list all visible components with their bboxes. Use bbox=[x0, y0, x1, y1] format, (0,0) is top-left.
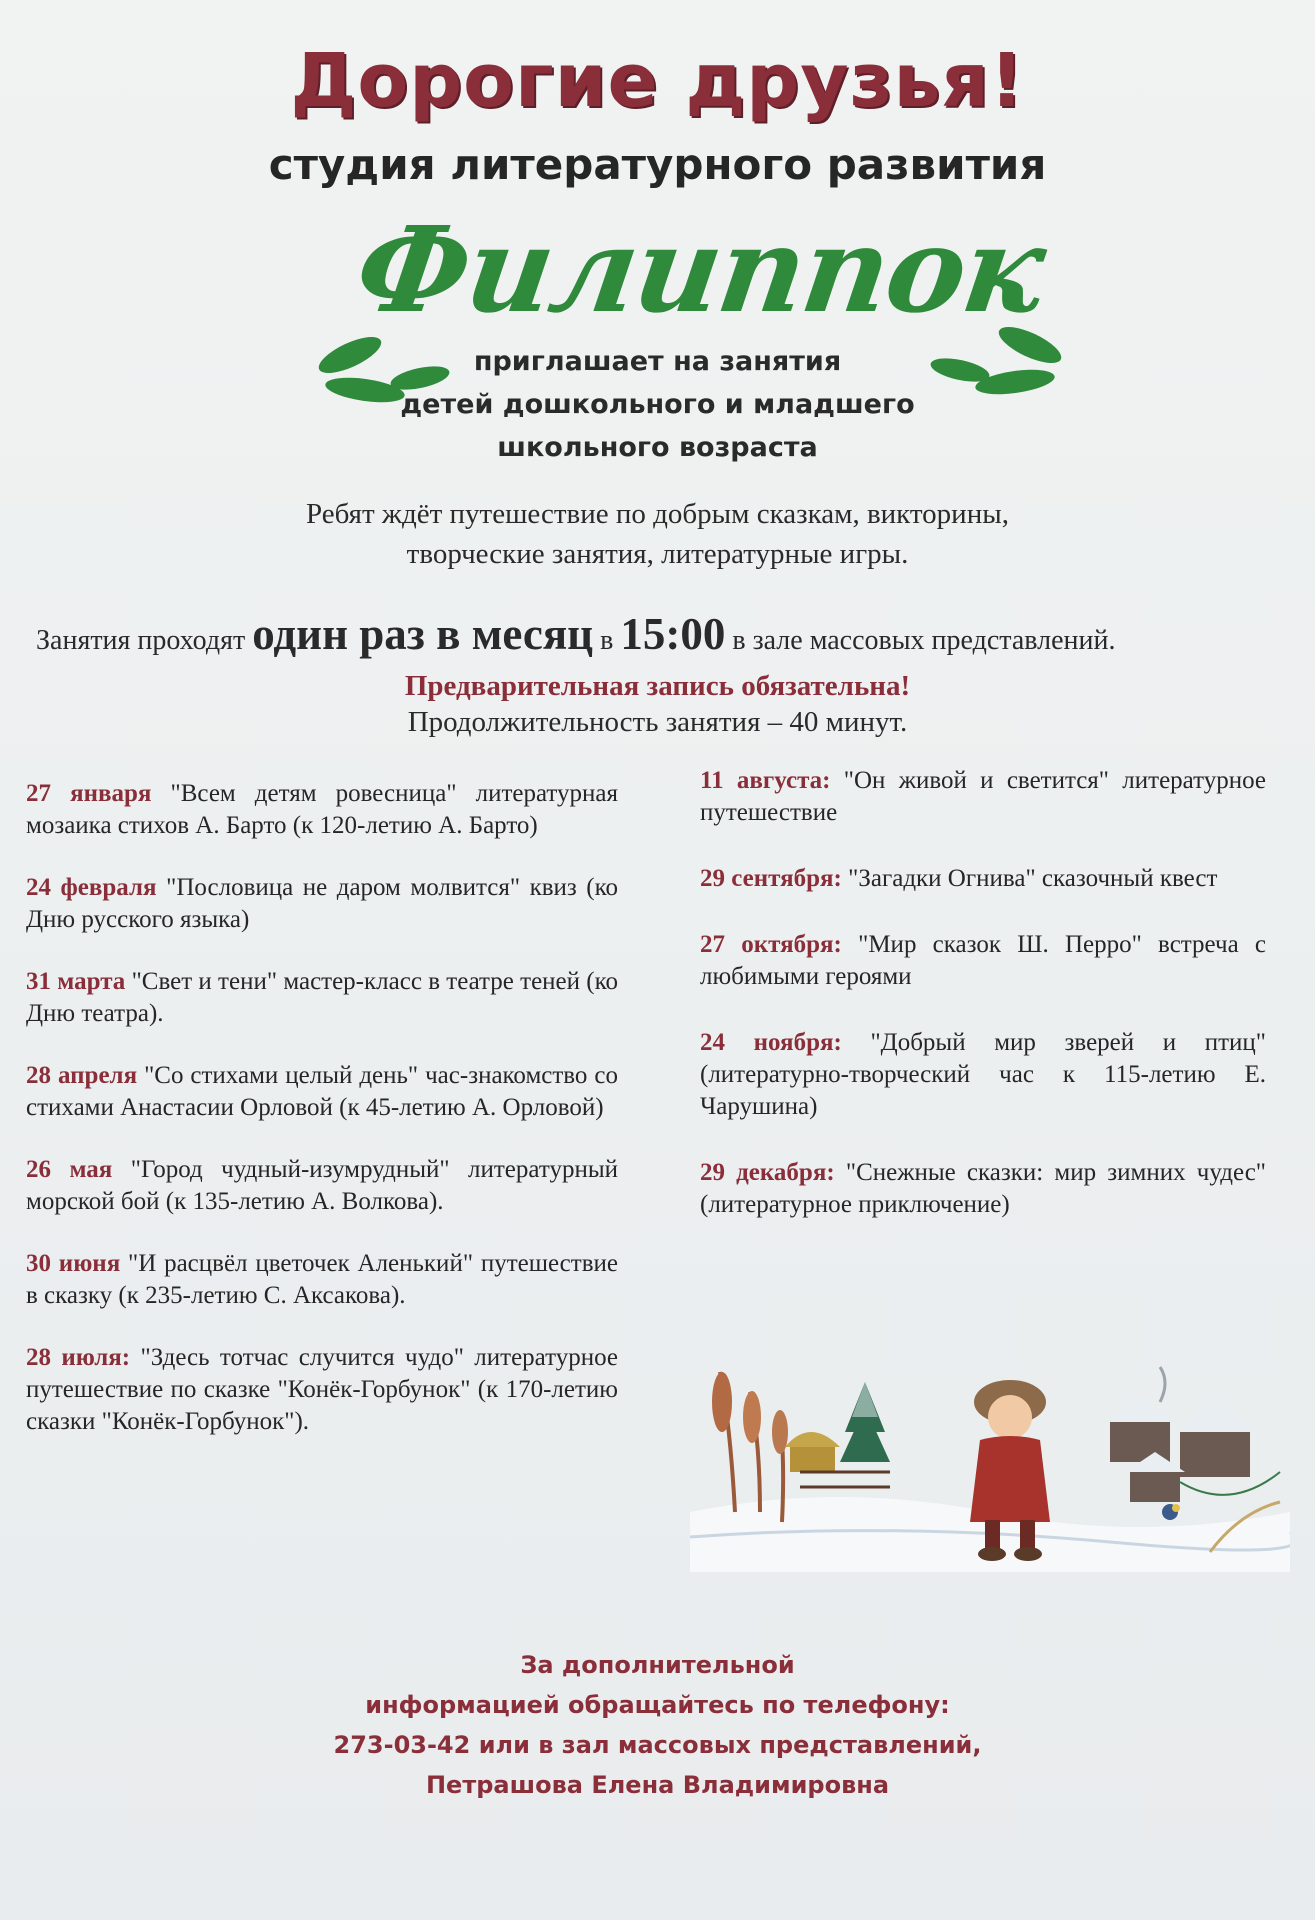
event-text: "Свет и тени" мастер-класс в театре теней (ко Дню театра). bbox=[26, 968, 618, 1027]
intro-line: Ребят ждёт путешествие по добрым сказкам, викторины, bbox=[306, 498, 1009, 530]
event-date: 29 декабря: bbox=[700, 1159, 835, 1186]
winter-village-illustration bbox=[690, 1362, 1290, 1572]
contact-line: информацией обращайтесь по телефону: bbox=[365, 1691, 950, 1719]
event-text: "Загадки Огнива" сказочный квест bbox=[848, 865, 1218, 892]
schedule-frequency: один раз в месяц bbox=[252, 609, 594, 659]
invite-line: детей дошкольного и младшего bbox=[400, 389, 915, 420]
event-date: 27 января bbox=[26, 780, 152, 807]
intro-paragraph bbox=[0, 494, 1315, 574]
event-date: 31 марта bbox=[26, 968, 126, 995]
event-item bbox=[26, 1342, 618, 1438]
event-item bbox=[700, 1027, 1266, 1123]
event-date: 29 сентября: bbox=[700, 865, 842, 892]
event-text: "Снежные сказки: мир зимних чудес" (литературное приключение) bbox=[700, 1159, 1266, 1218]
event-text: "Добрый мир зверей и птиц" (литературно-творческий час к 115-летию Е. Чарушина) bbox=[700, 1029, 1267, 1120]
event-item bbox=[26, 966, 618, 1030]
event-text: "Мир сказок Ш. Перро" встреча с любимыми героями bbox=[700, 931, 1267, 990]
event-text: "Он живой и светится" литературное путешествие bbox=[700, 767, 1266, 826]
studio-subtitle: студия литературного развития bbox=[268, 140, 1047, 189]
schedule-time: 15:00 bbox=[620, 609, 726, 659]
contact-info bbox=[0, 1645, 1315, 1805]
schedule-prefix: Занятия проходят bbox=[36, 625, 246, 656]
invite-text bbox=[0, 340, 1315, 469]
event-date: 26 мая bbox=[26, 1156, 113, 1183]
schedule-line bbox=[36, 608, 1296, 660]
invite-line: приглашает на занятия bbox=[473, 346, 842, 377]
event-item bbox=[26, 778, 618, 842]
event-item bbox=[26, 872, 618, 936]
event-item bbox=[26, 1060, 618, 1124]
event-text: "Город чудный-изумрудный" литературный морской бой (к 135-летию А. Волкова). bbox=[26, 1156, 618, 1215]
event-item bbox=[700, 929, 1266, 993]
invite-line: школьного возраста bbox=[497, 432, 818, 463]
event-date: 30 июня bbox=[26, 1250, 121, 1277]
schedule-suffix: в зале массовых представлений. bbox=[732, 625, 1116, 656]
events-right-column bbox=[700, 765, 1266, 1255]
event-item bbox=[26, 1248, 618, 1312]
schedule-at: в bbox=[600, 625, 614, 656]
event-date: 11 августа: bbox=[700, 767, 831, 794]
event-date: 27 октября: bbox=[700, 931, 842, 958]
event-text: "Всем детям ровесница" литературная мозаика стихов А. Барто (к 120-летию А. Барто) bbox=[26, 780, 618, 839]
duration-note: Продолжительность занятия – 40 минут. bbox=[407, 706, 908, 738]
event-text: "Со стихами целый день" час-знакомство со стихами Анастасии Орловой (к 45-летию А. Орловой) bbox=[26, 1062, 618, 1121]
event-item bbox=[700, 1157, 1266, 1221]
events-left-column bbox=[26, 778, 618, 1468]
headline: Дорогие друзья! bbox=[290, 38, 1025, 124]
event-item bbox=[700, 863, 1266, 895]
event-date: 24 февраля bbox=[26, 874, 157, 901]
event-item bbox=[700, 765, 1266, 829]
event-text: "Здесь тотчас случится чудо" литературное путешествие по сказке "Конёк-Горбунок" (к 170-летию сказки "Конёк-Горбунок"). bbox=[26, 1344, 618, 1435]
event-item bbox=[26, 1154, 618, 1218]
registration-note: Предварительная запись обязательна! bbox=[404, 670, 911, 702]
intro-line: творческие занятия, литературные игры. bbox=[406, 538, 909, 570]
event-text: "И расцвёл цветочек Аленький" путешествие в сказку (к 235-летию С. Аксакова). bbox=[26, 1250, 618, 1309]
contact-phone-line: 273-03-42 или в зал массовых представлений, bbox=[333, 1731, 982, 1759]
logo-text: Филиппок bbox=[348, 200, 1052, 339]
contact-line: За дополнительной bbox=[520, 1651, 795, 1679]
event-date: 28 июля: bbox=[26, 1344, 131, 1371]
event-date: 28 апреля bbox=[26, 1062, 138, 1089]
contact-person: Петрашова Елена Владимировна bbox=[425, 1771, 890, 1799]
event-text: "Пословица не даром молвится" квиз (ко Дню русского языка) bbox=[26, 874, 618, 933]
event-date: 24 ноября: bbox=[700, 1029, 842, 1056]
